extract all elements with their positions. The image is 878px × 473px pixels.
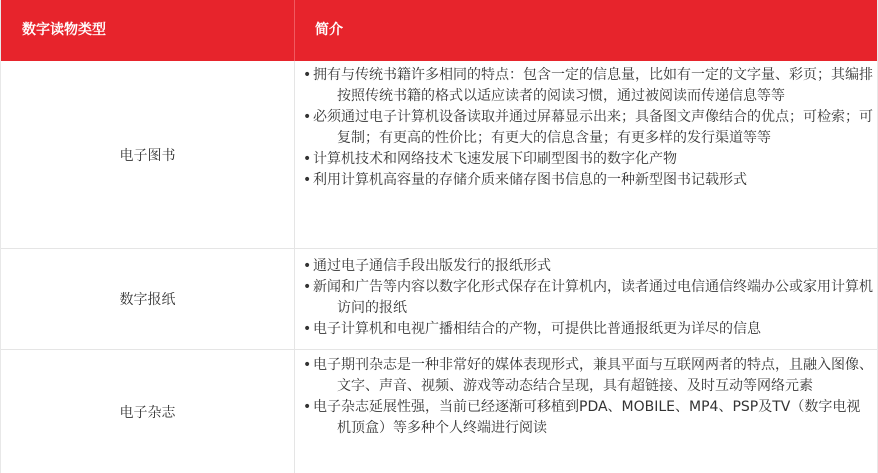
- column-divider: [294, 61, 295, 473]
- list-item: • 新闻和广告等内容以数字化形式保存在计算机内，读者通过电信通信终端办公或家用计算机访问的报纸: [303, 279, 873, 316]
- bullet-icon: •: [303, 321, 312, 337]
- table-row: [1, 61, 877, 249]
- list-item: • 通过电子通信手段出版发行的报纸形式: [303, 256, 873, 277]
- bullet-icon: •: [303, 279, 312, 295]
- list-item: • 计算机技术和网络技术飞速发展下印刷型图书的数字化产物: [303, 149, 873, 170]
- description-list: [303, 65, 873, 191]
- bullet-icon: •: [303, 151, 312, 167]
- type-cell: 电子图书: [119, 147, 176, 164]
- bullet-icon: •: [303, 172, 312, 188]
- table-header: [1, 0, 877, 61]
- bullet-icon: •: [303, 399, 312, 415]
- header-intro: 简介: [315, 22, 343, 38]
- table-row: [1, 249, 877, 350]
- header-type: 数字读物类型: [22, 22, 106, 38]
- list-item: • 电子杂志延展性强，当前已经逐渐可移植到PDA、MOBILE、MP4、PSP及TV（数字电视机顶盒）等多种个人终端进行阅读: [303, 399, 861, 436]
- description-list: [303, 256, 873, 340]
- type-cell: 电子杂志: [119, 404, 176, 421]
- list-item: • 电子计算机和电视广播相结合的产物，可提供比普通报纸更为详尽的信息: [303, 319, 873, 340]
- bullet-icon: •: [303, 67, 312, 83]
- bullet-icon: •: [303, 357, 312, 373]
- table-row: [1, 350, 877, 473]
- type-cell: 数字报纸: [119, 292, 176, 308]
- description-list: [303, 355, 873, 439]
- header-divider: [294, 0, 295, 61]
- list-item: • 电子期刊杂志是一种非常好的媒体表现形式，兼具平面与互联网两者的特点，且融入图像、文字、声音、视频、游戏等动态结合呈现，具有超链接、及时互动等网络元素: [303, 357, 873, 394]
- bullet-icon: •: [303, 258, 312, 274]
- list-item: • 拥有与传统书籍许多相同的特点：包含一定的信息量，比如有一定的文字量、彩页；其编排按照传统书籍的格式以适应读者的阅读习惯，通过被阅读而传递信息等等: [303, 67, 873, 104]
- list-item: • 必须通过电子计算机设备读取并通过屏幕显示出来；具备图文声像结合的优点；可检索；可复制；有更高的性价比；有更大的信息含量；有更多样的发行渠道等等: [303, 109, 873, 146]
- list-item: • 利用计算机高容量的存储介质来储存图书信息的一种新型图书记载形式: [303, 170, 873, 191]
- bullet-icon: •: [303, 109, 312, 125]
